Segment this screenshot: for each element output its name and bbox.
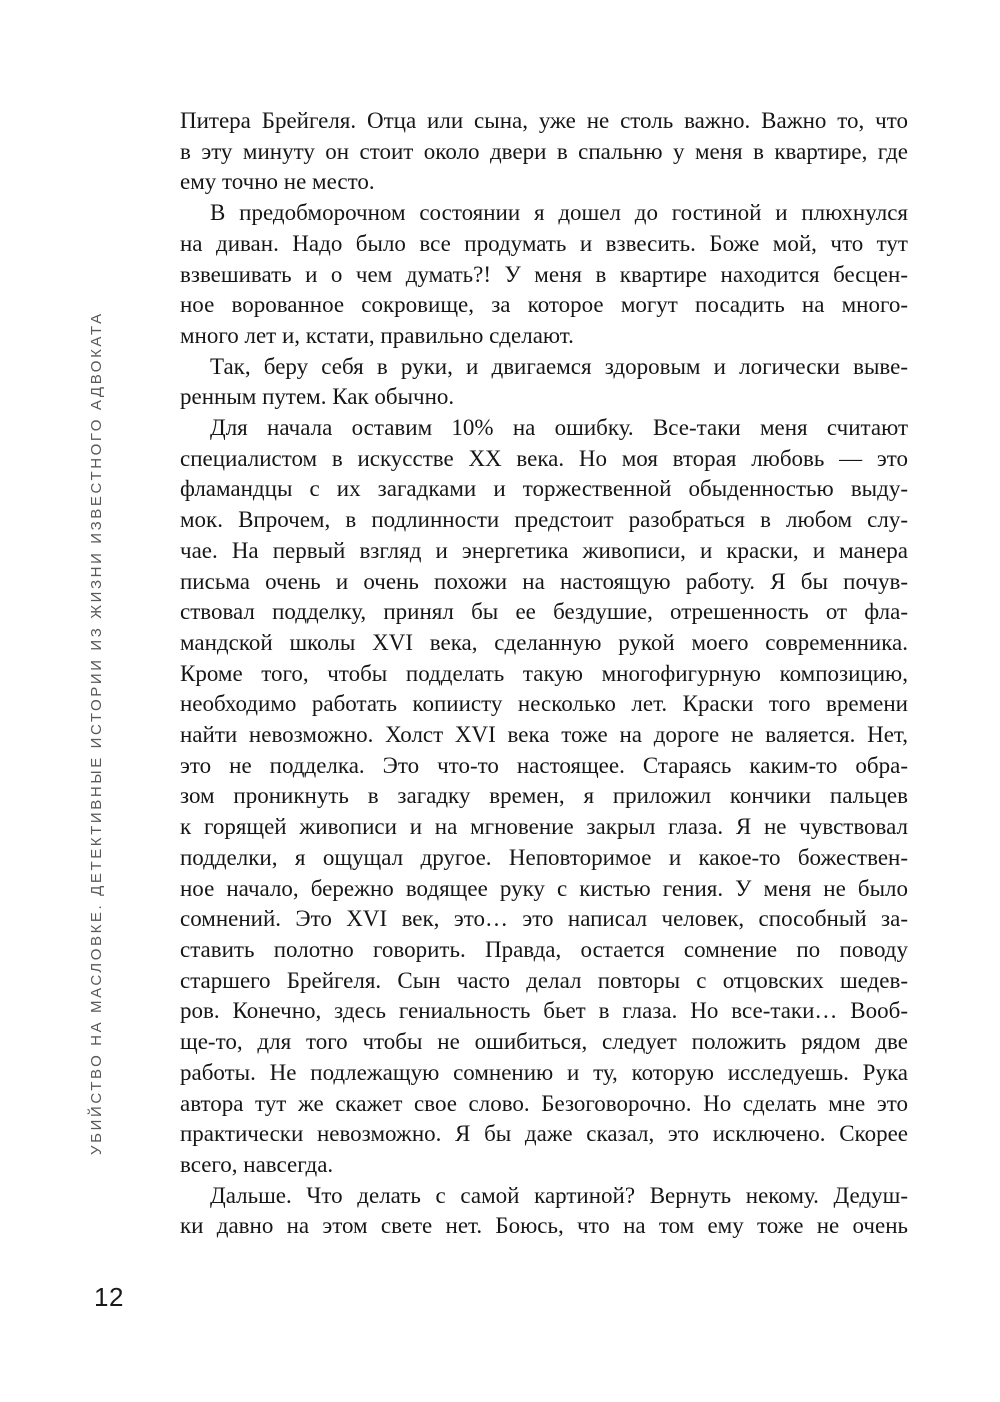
text-line: письма очень и очень похожи на настоящую работу. Я бы почув- (180, 568, 908, 594)
text-line: Питера Брейгеля. Отца или сына, уже не столь важно. Важно то, что (180, 108, 908, 133)
text-line: найти невозможно. Холст XVI века тоже на дороге не валяется. Нет, (180, 722, 908, 748)
text-line: В предобморочном состоянии я дошел до гостиной и плюхнулся (210, 200, 908, 226)
text-line: много лет и, кстати, правильно сделают. (180, 322, 574, 348)
text-line: ставить полотно говорить. Правда, остается сомнение по поводу (180, 936, 908, 962)
text-line: зом проникнуть в загадку времен, я приложил кончики пальцев (180, 783, 908, 809)
text-line: в эту минуту он стоит около двери в спальню у меня в квартире, где (180, 138, 908, 164)
text-line: ренным путем. Как обычно. (180, 384, 455, 410)
text-line: ствовал подделку, принял бы ее бездушие, отрешенность от фла- (180, 599, 908, 625)
page-number: 12 (94, 1282, 124, 1312)
text-line: фламандцы с их загадками и торжественной обыденностью выду- (180, 476, 908, 502)
text-line: подделки, я ощущал другое. Неповторимое и какое-то божествен- (180, 844, 908, 870)
text-line: ное начало, бережно водящее руку с кистью гения. У меня не было (180, 875, 908, 901)
text-line: ное ворованное сокровище, за которое могут посадить на много- (180, 292, 908, 318)
text-line: старшего Брейгеля. Сын часто делал повторы с отцовских шедев- (180, 967, 908, 993)
text-line: практически невозможно. Я бы даже сказал, это исключено. Скорее (180, 1121, 908, 1147)
text-line: необходимо работать копиисту несколько лет. Краски того времени (180, 691, 908, 717)
text-line: чае. На первый взгляд и энергетика живописи, и краски, и манера (180, 537, 908, 563)
text-line: работы. Не подлежащую сомнению и ту, которую исследуешь. Рука (180, 1059, 908, 1085)
text-line: Так, беру себя в руки, и двигаемся здоровым и логически выве- (210, 353, 908, 379)
text-line: автора тут же скажет свое слово. Безоговорочно. Но сделать мне это (180, 1090, 908, 1116)
body-text (180, 106, 908, 1242)
text-line: ему точно не место. (180, 169, 375, 195)
text-line: мандской школы XVI века, сделанную рукой моего современника. (180, 629, 908, 655)
text-line: к горящей живописи и на мгновение закрыл глаза. Я не чувствовал (180, 814, 908, 840)
text-line: взвешивать и о чем думать?! У меня в квартире находится бесцен- (180, 261, 908, 287)
text-line: Дальше. Что делать с самой картиной? Вернуть некому. Дедуш- (210, 1182, 908, 1208)
text-line: всего, навсегда. (180, 1151, 334, 1177)
text-line: Кроме того, чтобы подделать такую многофигурную композицию, (180, 660, 908, 686)
text-line: сомнений. Это XVI век, это… это написал человек, способный за- (180, 906, 908, 932)
sidebar-running-title: УБИЙСТВО НА МАСЛОВКЕ. ДЕТЕКТИВНЫЕ ИСТОРИИ ИЗ ЖИЗНИ ИЗВЕСТНОГО АДВОКАТА (88, 311, 105, 1155)
text-line: ров. Конечно, здесь гениальность бьет в глаза. Но все-таки… Вооб- (180, 998, 908, 1024)
text-line: это не подделка. Это что-то настоящее. Стараясь каким-то обра- (180, 752, 908, 778)
text-line: ки давно на этом свете нет. Боюсь, что на том ему тоже не очень (180, 1213, 908, 1239)
text-line: Для начала оставим 10% на ошибку. Все-таки меня считают (210, 415, 908, 441)
text-line: на диван. Надо было все продумать и взвесить. Боже мой, что тут (180, 230, 908, 256)
text-line: мок. Впрочем, в подлинности предстоит разобраться в любом слу- (180, 507, 908, 533)
text-line: специалистом в искусстве XX века. Но моя вторая любовь — это (180, 445, 908, 471)
text-line: ще-то, для того чтобы не ошибиться, следует положить рядом две (180, 1029, 908, 1055)
